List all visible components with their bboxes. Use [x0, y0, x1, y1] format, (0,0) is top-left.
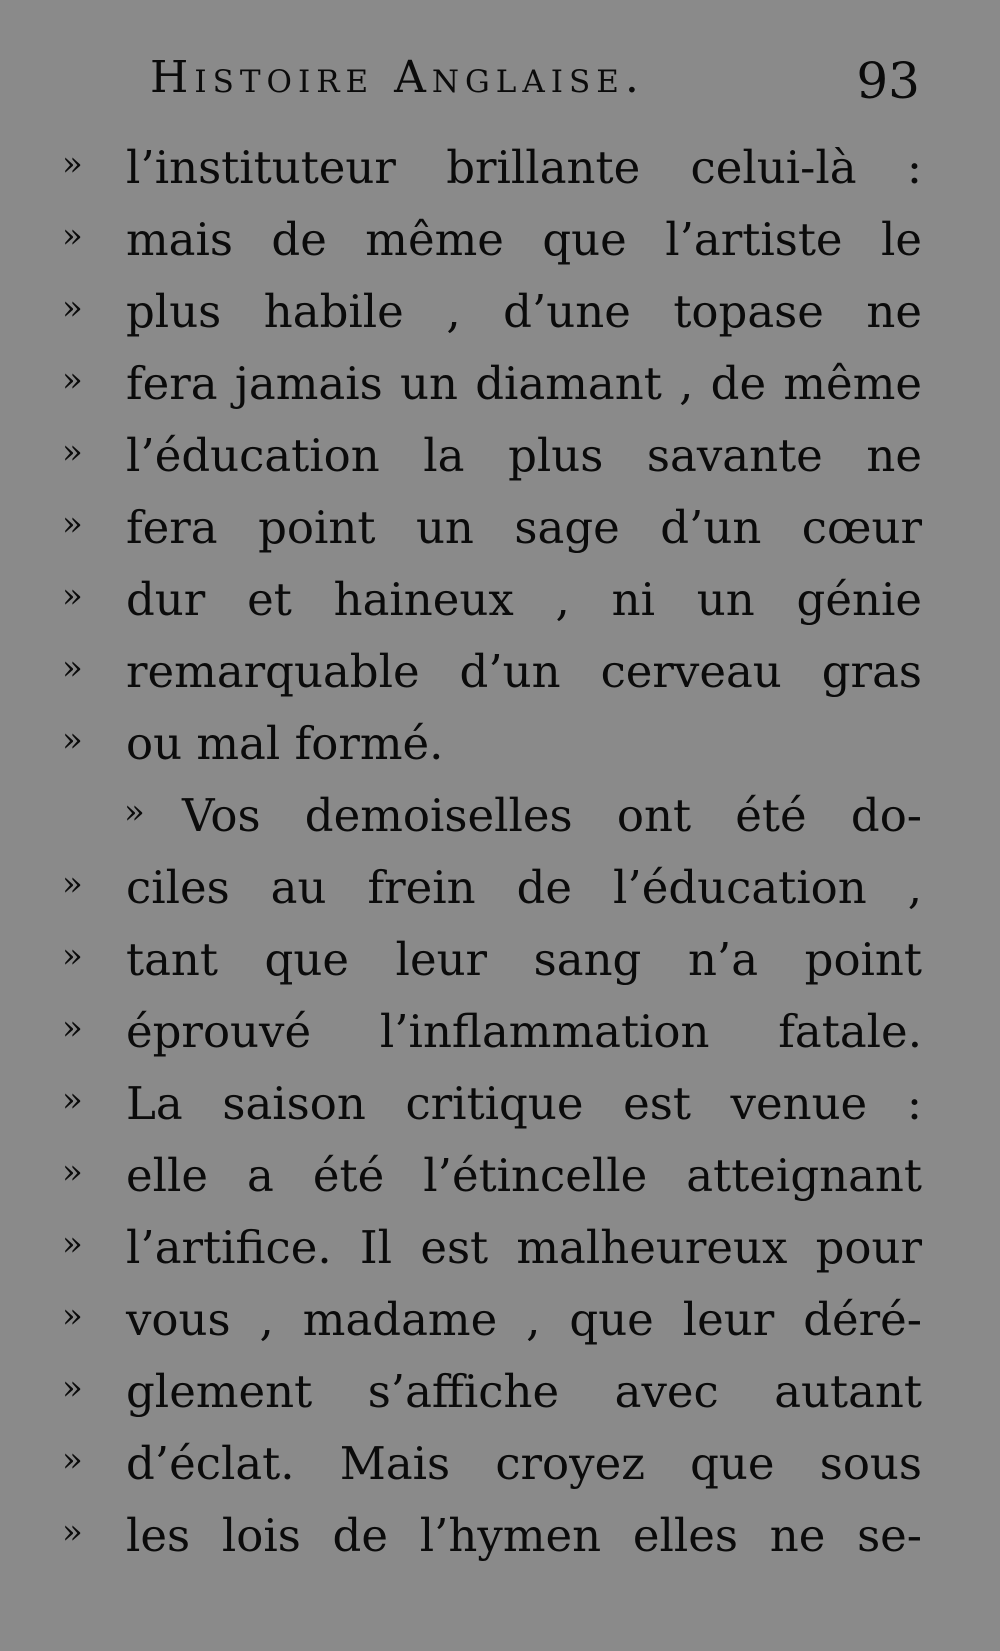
quotation-mark: » — [62, 504, 83, 544]
text-line — [62, 426, 922, 498]
text-line — [62, 1074, 922, 1146]
page-number: 93 — [856, 52, 920, 110]
text-line — [62, 1146, 922, 1218]
line-text: l’éducation la plus savante ne — [126, 429, 922, 482]
line-text: l’artifice. Il est malheureux pour — [126, 1221, 922, 1274]
quotation-mark: » — [62, 216, 83, 256]
text-line — [62, 1002, 922, 1074]
text-line — [62, 354, 922, 426]
line-text: plus habile , d’une topase ne — [126, 285, 922, 338]
quotation-mark: » — [62, 288, 83, 328]
quotation-mark: » — [62, 720, 83, 760]
page-header — [150, 52, 920, 112]
quotation-mark: » — [62, 360, 83, 400]
line-text: dur et haineux , ni un génie — [126, 573, 922, 626]
quotation-mark: » — [62, 1296, 83, 1336]
text-line — [62, 858, 922, 930]
text-line — [62, 930, 922, 1002]
text-line — [62, 1218, 922, 1290]
text-line — [62, 138, 922, 210]
text-line — [62, 714, 922, 786]
quotation-mark: » — [62, 1080, 83, 1120]
text-line-indented — [62, 786, 922, 858]
quotation-mark: » — [62, 1368, 83, 1408]
quotation-mark: » — [62, 576, 83, 616]
line-text: d’éclat. Mais croyez que sous — [126, 1437, 922, 1490]
quotation-mark: » — [62, 1008, 83, 1048]
line-text: éprouvé l’inflammation fatale. — [126, 1005, 922, 1058]
quotation-mark: » — [62, 144, 83, 184]
quotation-mark: » — [62, 1152, 83, 1192]
text-line — [62, 1290, 922, 1362]
text-line — [62, 642, 922, 714]
quotation-mark: » — [62, 864, 83, 904]
line-text: La saison critique est venue : — [126, 1077, 922, 1130]
quotation-mark: » — [62, 1440, 83, 1480]
quotation-mark: » — [62, 648, 83, 688]
quotation-mark: » — [62, 432, 83, 472]
line-text: ciles au frein de l’éducation , — [126, 861, 922, 914]
quotation-mark: » — [124, 792, 145, 832]
line-text: elle a été l’étincelle atteignant — [126, 1149, 922, 1202]
text-line — [62, 570, 922, 642]
text-line — [62, 210, 922, 282]
text-line — [62, 1362, 922, 1434]
line-text: Vos demoiselles ont été do- — [182, 789, 922, 842]
text-line — [62, 282, 922, 354]
quotation-mark: » — [62, 936, 83, 976]
line-text: l’instituteur brillante celui-là : — [126, 141, 922, 194]
page-body — [62, 138, 922, 1578]
line-text: mais de même que l’artiste le — [126, 213, 922, 266]
quotation-mark: » — [62, 1224, 83, 1264]
text-line — [62, 498, 922, 570]
line-text: fera jamais un diamant , de même — [126, 357, 922, 410]
line-text: fera point un sage d’un cœur — [126, 501, 922, 554]
text-line — [62, 1506, 922, 1578]
text-line — [62, 1434, 922, 1506]
line-text: tant que leur sang n’a point — [126, 933, 922, 986]
line-text: glement s’affiche avec autant — [126, 1365, 922, 1418]
quotation-mark: » — [62, 1512, 83, 1552]
line-text: remarquable d’un cerveau gras — [126, 645, 922, 698]
line-text: les lois de l’hymen elles ne se- — [126, 1509, 922, 1562]
line-text: ou mal formé. — [126, 717, 444, 770]
running-title: Histoire Anglaise. — [150, 52, 645, 103]
line-text: vous , madame , que leur déré- — [126, 1293, 922, 1346]
